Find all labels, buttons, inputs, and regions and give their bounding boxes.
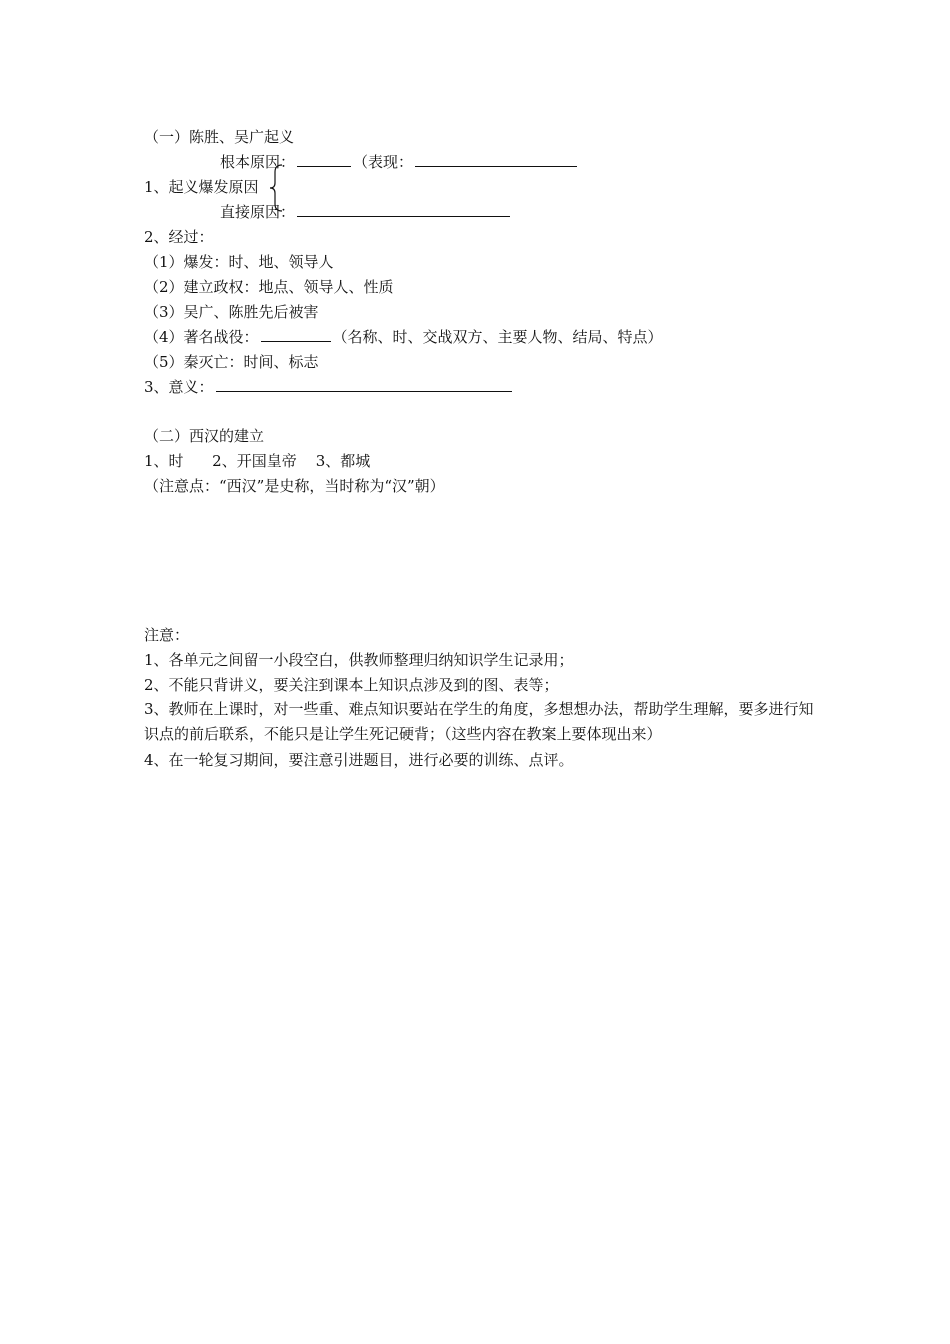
sub4-label: （4）著名战役： [144, 328, 259, 346]
item1-label: 1、起义爆发原因 [144, 178, 259, 196]
section2-note: （注意点：“西汉”是史称，当时称为“汉”朝） [144, 477, 445, 495]
sub4-note: （名称、时、交战双方、主要人物、结局、特点） [332, 328, 663, 346]
section2-items: 1、时 2、开国皇帝 3、都城 [144, 452, 371, 470]
significance-blank[interactable] [216, 377, 512, 392]
note-3: 3、教师在上课时，对一些重、难点知识要站在学生的角度，多想想办法，帮助学生理解，要多进行知识点的前后联系，不能只是让学生死记硬背；（这些内容在教案上要体现出来） [144, 700, 814, 743]
sub3-text: （3）吴广、陈胜先后被害 [144, 303, 319, 321]
note-1: 1、各单元之间留一小段空白，供教师整理归纳知识学生记录用； [144, 651, 574, 669]
root-cause-blank[interactable] [297, 152, 351, 167]
sub4-line [144, 327, 663, 347]
note-2: 2、不能只背讲义，要关注到课本上知识点涉及到的图、表等； [144, 676, 559, 694]
direct-cause-line [220, 202, 512, 222]
root-cause-note-open: （表现： [353, 153, 414, 171]
section2-title: （二）西汉的建立 [144, 427, 265, 445]
sub2-text: （2）建立政权：地点、领导人、性质 [144, 278, 394, 296]
sub1-text: （1）爆发：时、地、领导人 [144, 253, 334, 271]
item3-label: 3、意义： [144, 378, 214, 396]
item3-line [144, 377, 514, 397]
root-cause-label: 根本原因： [220, 153, 296, 171]
section1-title: （一）陈胜、吴广起义 [144, 128, 295, 146]
direct-cause-blank[interactable] [297, 202, 510, 217]
notes-heading: 注意： [144, 626, 190, 644]
direct-cause-label: 直接原因： [220, 203, 296, 221]
root-cause-expression-blank[interactable] [415, 152, 577, 167]
sub5-text: （5）秦灭亡：时间、标志 [144, 353, 319, 371]
battle-blank[interactable] [261, 327, 331, 342]
note-4: 4、在一轮复习期间，要注意引进题目，进行必要的训练、点评。 [144, 751, 574, 769]
item2-label: 2、经过： [144, 228, 214, 246]
